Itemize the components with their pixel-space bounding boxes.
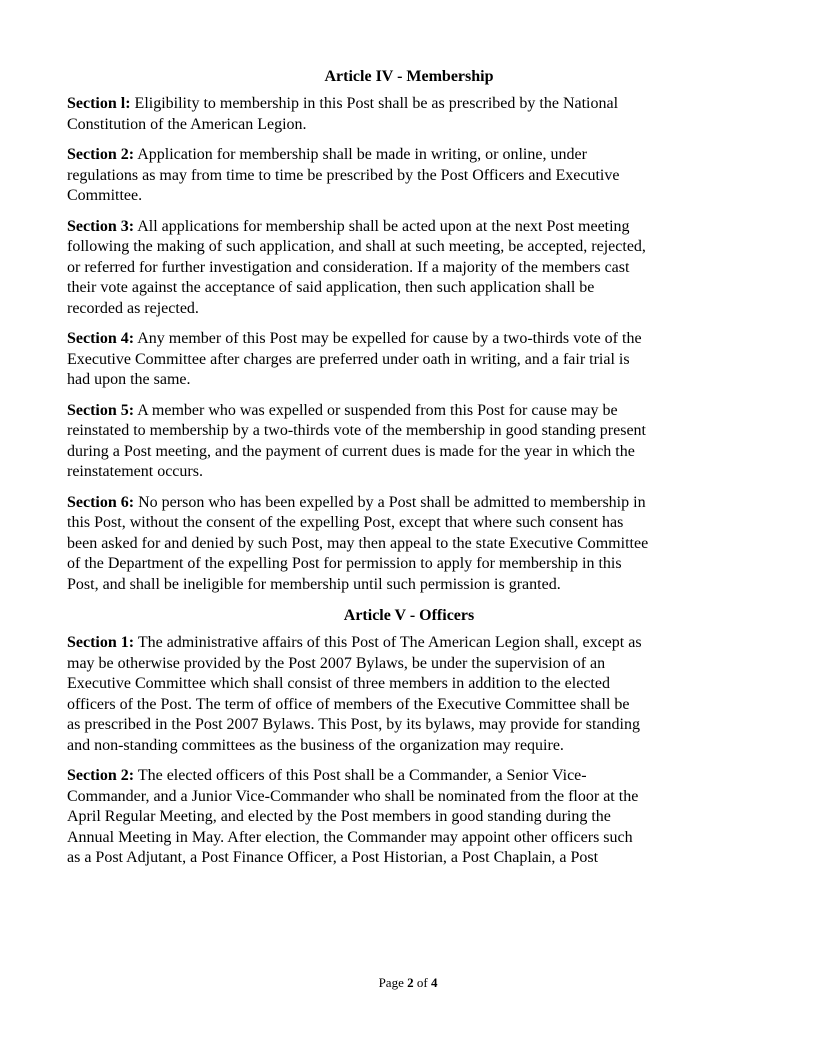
article-iv-section-4 <box>67 329 751 391</box>
section-text: No person who has been expelled by a Post shall be admitted to membership in this Post, without the consent of the expelling Post, except that where such consent has been asked for and denied by such Post, may then appeal to the state Executive Committee of the Department of the expelling Post for permission to apply for membership in this Post, and shall be ineligible for membership until such permission is granted. <box>67 493 649 593</box>
article-iv-section-5 <box>67 401 751 483</box>
current-page-number: 2 <box>407 975 414 990</box>
total-page-count: 4 <box>430 975 438 990</box>
article-iv-heading: Article IV - Membership <box>324 68 494 85</box>
section-label: Section 5: <box>67 401 135 419</box>
section-text: A member who was expelled or suspended from this Post for cause may be reinstated to membership by a two-thirds vote of the membership in good standing present during a Post meeting, and the payment of current dues is made for the year in which the reinstatement occurs. <box>67 401 646 480</box>
section-label: Section 2: <box>67 146 135 163</box>
article-iv-section-1 <box>67 94 751 135</box>
section-text: The elected officers of this Post shall be a Commander, a Senior Vice- Commander, and a Junior Vice-Commander who shall be nominated from the floor at the April Regular Meeting, and elected by the Post members in good standing during the Annual Meeting in May. After election, the Commander may appoint other officers such as a Post Adjutant, a Post Finance Officer, a Post Historian, a Post Chaplain, a Post <box>67 767 639 866</box>
article-iv-section-3 <box>67 217 751 320</box>
section-text: Eligibility to membership in this Post shall be as prescribed by the National Constitution of the American Legion. <box>67 95 619 133</box>
section-label: Section 3: <box>67 217 135 235</box>
section-label: Section 6: <box>67 493 135 511</box>
section-text: Any member of this Post may be expelled for cause by a two-thirds vote of the Executive Committee after charges are preferred under oath in writing, and a fair trial is had upon the same. <box>67 330 642 388</box>
article-iv-section-2 <box>67 145 751 207</box>
section-label: Section 2: <box>67 767 135 784</box>
section-text: All applications for membership shall be acted upon at the next Post meeting following the making of such application, and shall at such meeting, be accepted, rejected, or referred for further investigation and consideration. If a majority of the members cast their vote against the acceptance of said application, then such application shall be recorded as rejected. <box>67 217 646 317</box>
section-label: Section 1: <box>67 634 135 651</box>
of-word: of <box>416 975 428 990</box>
article-v-heading: Article V - Officers <box>343 607 475 624</box>
page-word: Page <box>378 975 404 990</box>
article-v-section-2 <box>67 766 751 869</box>
section-text: Application for membership shall be made in writing, or online, under regulations as may from time to time be prescribed by the Post Officers and Executive Committee. <box>67 146 620 204</box>
section-label: Section 4: <box>67 330 135 347</box>
section-text: The administrative affairs of this Post of The American Legion shall, except as may be otherwise provided by the Post 2007 Bylaws, be under the supervision of an Executive Committee which shall consist of three members in addition to the elected officers of the Post. The term of office of members of the Executive Committee shall be as prescribed in the Post 2007 Bylaws. This Post, by its bylaws, may provide for standing and non-standing committees as the business of the organization may require. <box>67 634 642 754</box>
article-v-section-1 <box>67 633 751 756</box>
page-footer <box>0 975 816 991</box>
document-page <box>67 66 751 879</box>
article-iv-section-6 <box>67 493 751 596</box>
section-label: Section l: <box>67 95 131 112</box>
